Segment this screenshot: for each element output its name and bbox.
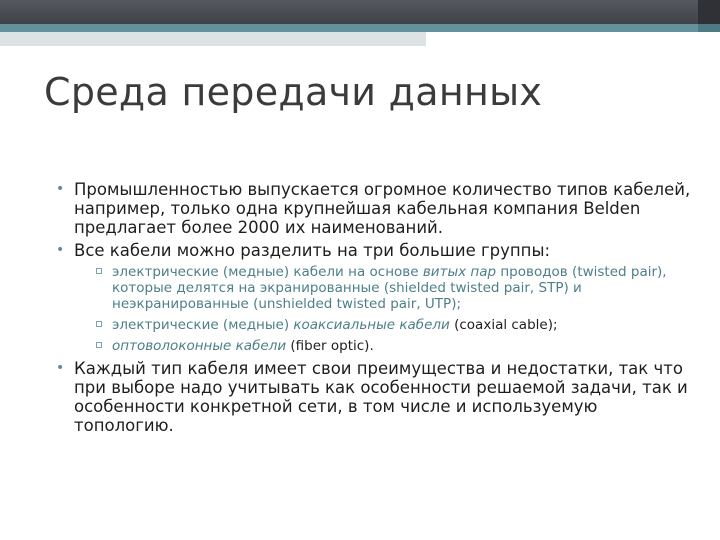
- bullet-dot-icon: •: [56, 360, 65, 376]
- sub-bullet-item: [74, 338, 696, 354]
- sub-bullet-list: [74, 264, 696, 354]
- square-bullet-icon: [96, 268, 102, 274]
- sub-bullet-text-c: (fiber optic).: [286, 338, 374, 354]
- bullet-item: [56, 180, 696, 237]
- bullet-text: Все кабели можно разделить на три большие группы:: [74, 241, 551, 260]
- sub-bullet-text-a: электрические (медные) кабели на основе: [112, 264, 423, 280]
- sub-bullet-text-italic: оптоволоконные кабели: [112, 338, 287, 354]
- bullet-text: Промышленностью выпускается огромное количество типов кабелей, например, только одна крупнейшая кабельная компания Belden предлагает более 2000 их наименований.: [74, 180, 691, 237]
- sub-bullet-item: [74, 317, 696, 333]
- slide-title: Среда передачи данных: [44, 70, 543, 114]
- sub-bullet-text-a: электрические (медные): [112, 317, 294, 333]
- top-light-bar: [0, 32, 426, 46]
- top-light-bar-gap: [426, 32, 720, 46]
- top-accent-bar-end: [698, 24, 720, 32]
- top-accent-bar: [0, 24, 720, 32]
- bullet-text: Каждый тип кабеля имеет свои преимущества и недостатки, так что при выборе надо учитывать как особенности решаемой задачи, так и особенности конкретной сети, в том числе и используемую топологию.: [74, 359, 688, 435]
- sub-bullet-text-c: (coaxial cable);: [449, 317, 558, 333]
- bullet-item: [56, 359, 696, 435]
- sub-bullet-item: [74, 264, 696, 312]
- bullet-dot-icon: •: [56, 181, 65, 197]
- top-dark-bar-end: [698, 0, 720, 24]
- top-dark-bar: [0, 0, 720, 24]
- sub-bullet-text-c: проводов (twisted pair), которые делятся на экранированные (shielded twisted pair, STP) и неэкранированные (unshielded twisted pair, UTP);: [112, 264, 667, 312]
- bullet-item: [56, 241, 696, 354]
- sub-bullet-text-italic: коаксиальные кабели: [293, 317, 450, 333]
- bullet-dot-icon: •: [56, 242, 65, 258]
- square-bullet-icon: [96, 321, 102, 327]
- square-bullet-icon: [96, 342, 102, 348]
- sub-bullet-text-italic: витых пар: [422, 264, 497, 280]
- slide-body: [56, 180, 696, 439]
